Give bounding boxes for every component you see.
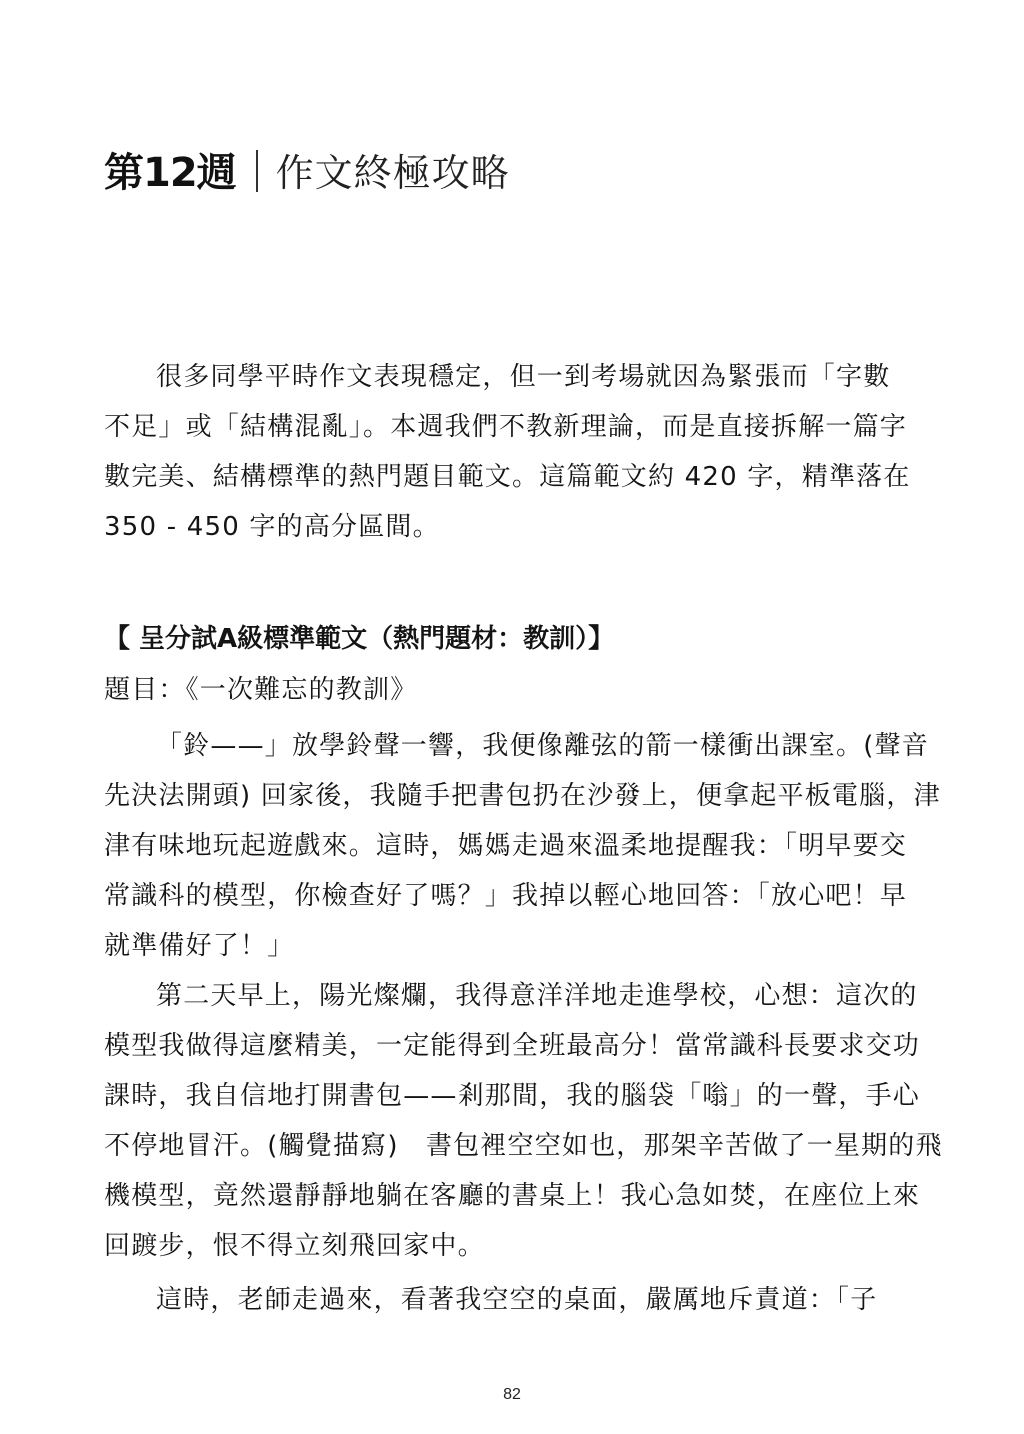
- essay-line: 先決法開頭) 回家後，我隨手把書包扔在沙發上，便拿起平板電腦，津: [104, 781, 941, 811]
- essay-line: 機模型，竟然還靜靜地躺在客廳的書桌上！我心急如焚，在座位上來: [104, 1181, 921, 1211]
- intro-line: 數完美、結構標準的熱門題目範文。這篇範文約 420 字，精準落在: [104, 462, 911, 492]
- chapter-topic: 作文終極攻略: [275, 151, 510, 195]
- essay-line: 就準備好了！」: [104, 931, 295, 961]
- chapter-title: [104, 150, 510, 196]
- essay-line: 這時，老師走過來，看著我空空的桌面，嚴厲地斥責道：「子: [156, 1285, 878, 1315]
- essay-line: 課時，我自信地打開書包——剎那間，我的腦袋「嗡」的一聲，手心: [104, 1081, 921, 1111]
- essay-line: 第二天早上，陽光燦爛，我得意洋洋地走進學校，心想：這次的: [156, 981, 918, 1011]
- page-number: 82: [503, 1386, 521, 1403]
- essay-line: 回踱步，恨不得立刻飛回家中。: [104, 1231, 485, 1261]
- essay-line: 不停地冒汗。(觸覺描寫) 書包裡空空如也，那架辛苦做了一星期的飛: [104, 1131, 943, 1161]
- intro-line: 350 - 450 字的高分區間。: [104, 512, 440, 542]
- essay-line: 常識科的模型，你檢查好了嗎？」我掉以輕心地回答：「放心吧！早: [104, 881, 908, 911]
- essay-line: 模型我做得這麼精美，一定能得到全班最高分！當常識科長要求交功: [104, 1031, 921, 1061]
- intro-line: 很多同學平時作文表現穩定，但一到考場就因為緊張而「字數: [156, 362, 891, 392]
- week-label: 第12週: [104, 150, 236, 196]
- title-divider: [256, 150, 258, 192]
- intro-line: 不足」或「結構混亂」。本週我們不教新理論，而是直接拆解一篇字: [104, 412, 908, 442]
- section-heading: 【 呈分試A級標準範文（熱門題材：教訓）】: [104, 624, 615, 654]
- essay-subject: 題目：《一次難忘的教訓》: [104, 675, 418, 705]
- essay-line: 津有味地玩起遊戲來。這時，媽媽走過來溫柔地提醒我：「明早要交: [104, 831, 908, 861]
- essay-line: 「鈴——」放學鈴聲一響，我便像離弦的箭一樣衝出課室。(聲音: [156, 731, 929, 761]
